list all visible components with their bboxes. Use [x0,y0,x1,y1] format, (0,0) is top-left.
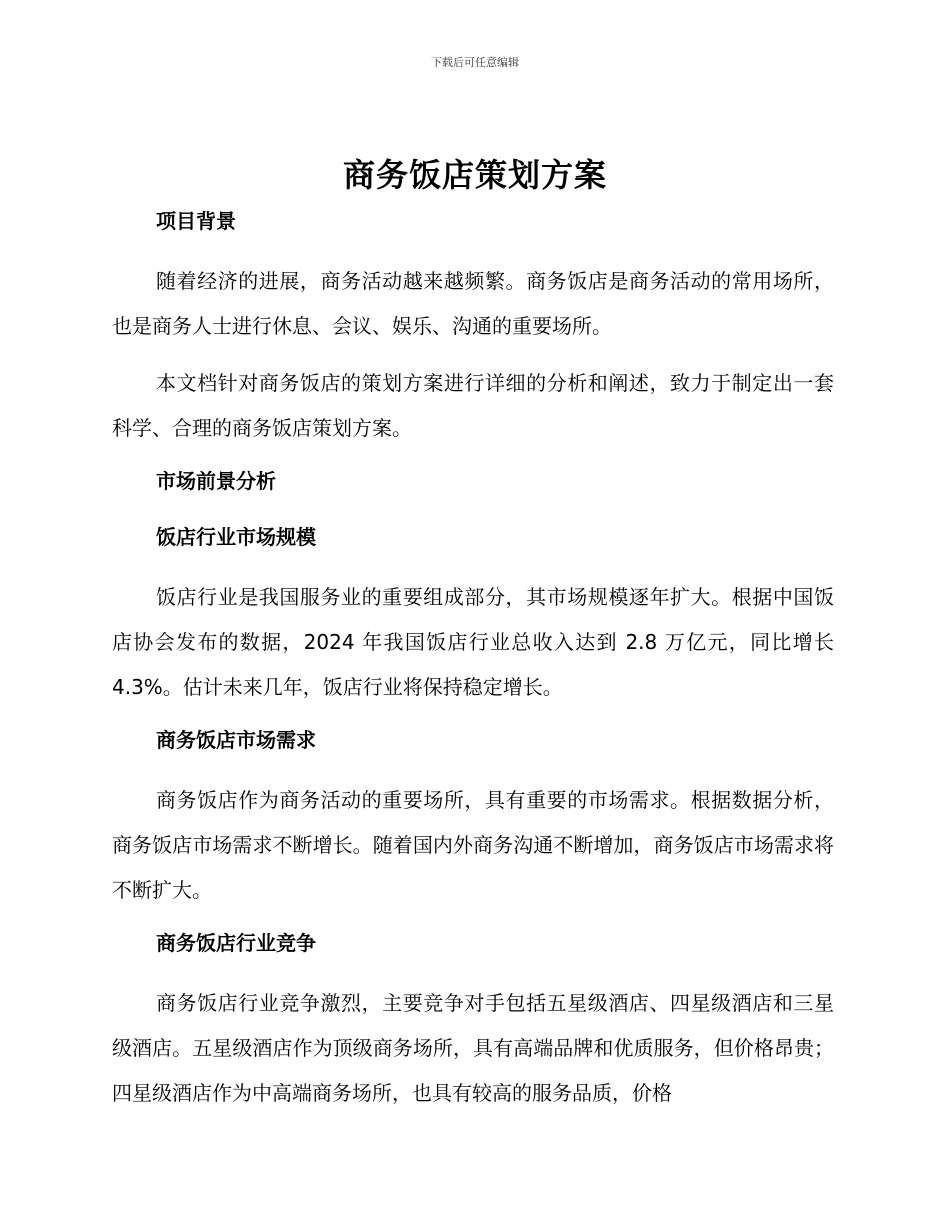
document-body [112,203,834,1116]
subsection-heading-market-demand: 商务饭店市场需求 [156,728,316,752]
paragraph-market-scale: 饭店行业是我国服务业的重要组成部分，其市场规模逐年扩大。根据中国饭店协会发布的数据，2024 年我国饭店行业总收入达到 2.8 万亿元，同比增长 4.3%。估计未来几年，饭店行业将保持稳定增长。 [112,585,834,699]
subsection-heading-industry-competition: 商务饭店行业竞争 [156,931,316,955]
document-title: 商务饭店策划方案 [342,156,607,194]
paragraph-market-demand: 商务饭店作为商务活动的重要场所，具有重要的市场需求。根据数据分析，商务饭店市场需求不断增长。随着国内外商务沟通不断增加，商务饭店市场需求将不断扩大。 [112,788,834,902]
paragraph-industry-competition: 商务饭店行业竞争激烈，主要竞争对手包括五星级酒店、四星级酒店和三星级酒店。五星级酒店作为顶级商务场所，具有高端品牌和优质服务，但价格昂贵；四星级酒店作为中高端商务场所，也具有较高的服务品质，价格 [112,991,834,1105]
subsection-heading-market-scale: 饭店行业市场规模 [156,525,316,549]
page-header: 下载后可任意编辑 [431,56,519,69]
paragraph-background-1: 随着经济的进展，商务活动越来越频繁。商务饭店是商务活动的常用场所，也是商务人士进行休息、会议、娱乐、沟通的重要场所。 [112,269,834,338]
section-heading-market-analysis: 市场前景分析 [156,469,276,493]
section-heading-project-background: 项目背景 [156,209,236,233]
paragraph-background-2: 本文档针对商务饭店的策划方案进行详细的分析和阐述，致力于制定出一套科学、合理的商务饭店策划方案。 [112,371,834,440]
